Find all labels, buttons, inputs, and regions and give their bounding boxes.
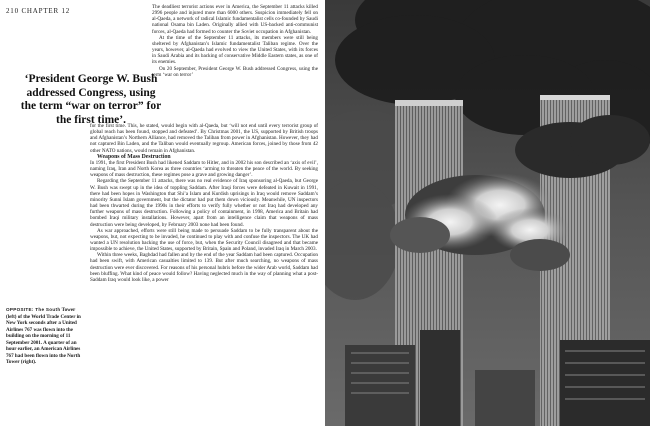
twin-towers-illustration xyxy=(325,0,650,426)
paragraph: for the first time. This, he stated, would begin with al-Qaeda, but ‘will not end until every terrorist group of global reach has been found, stopped and defeated’. By Christmas 2001, the US, supported by British troops and Afghanistan’s Northern Alliance, had removed the Taliban from power in Afghanistan. However, they had not captured Bin Laden, and the Taliban would eventually regroup. American forces, joined by those from 42 other NATO nations, would remain in Afghanistan. xyxy=(90,123,318,154)
paragraph: Regarding the September 11 attacks, there was no real evidence of Iraq sponsoring al-Qaeda, but George W. Bush was swept up in the idea of toppling Saddam. After Iraqi forces were defeated in Kuwait in 1991, there had been hopes in Washington that Shi’a Islam and Kurdish uprisings in Iraq would remove Saddam’s minority Sunni Islam government, but the dictator had put them down viciously. Meanwhile, UN inspectors had been thwarted during the 1990s in their efforts to verify fully whether or not Iraq had developed any further weapons of mass destruction. Following a policy of containment, in 1998, America and Britain had bombed Iraqi military installations. However, apart from an intelligence claim that weapons of mass destruction were being developed, by February 2003 none had been found. xyxy=(90,178,318,228)
caption-body: Tower (left) of the World Trade Center in New York seconds after a United Airlines 767 was flown into the building on the morning of 11 September 2001. A quarter of an hour earlier, an American Airlines 767 had been flown into the North Tower (right). xyxy=(6,307,81,365)
body-column-main xyxy=(90,123,318,283)
photo-caption xyxy=(6,307,83,366)
pull-quote: ‘President George W. Bush addressed Congress, using the term “war on terror” for the first time’. xyxy=(20,73,162,126)
paragraph: Within three weeks, Baghdad had fallen and by the end of the year Saddam had been captured. Occupation had been swift, with American casualties limited to 139. But after much searching, no weapons of mass destruction were ever discovered. For reasons of his personal hubris before the wider Arab world, Saddam had been bluffing. What kind of peace would follow? Having neglected much in the way of planning what a post-Saddam Iraq would look like, a power xyxy=(90,252,318,283)
paragraph: As war approached, efforts were still being made to persuade Saddam to be fully transparent about the weapons, but, not expecting to be invaded, he continued to play with and confuse the inspectors. The UK had wanted a UN resolution backing the use of force, but, when the Security Council disagreed and that became impossible to achieve, the United States, supported by Britain, Spain and Poland, invaded Iraq in March 2003. xyxy=(90,227,318,253)
section-subhead: Weapons of Mass Destruction xyxy=(97,153,171,160)
running-head: 210 CHAPTER 12 xyxy=(6,7,71,15)
paragraph: On 20 September, President George W. Bush addressed Congress, using the term ‘war on terror’ xyxy=(152,65,318,78)
paragraph: At the time of the September 11 attacks, its members were still being sheltered by Afghanistan’s Islamic fundamentalist Taliban regime. Over the years, however, al-Qaeda had evolved to view the United States, with its forces in Saudi Arabia and its backing of conservative Middle Eastern states, as one of its enemies. xyxy=(152,34,318,66)
body-column-top xyxy=(152,4,318,78)
twin-towers-photo xyxy=(325,0,650,426)
paragraph: The deadliest terrorist actions ever in America, the September 11 attacks killed 2996 people and injured more than 6000 others. Suspicion immediately fell on al-Qaeda, a network of radical Islamic fundamentalist cells co-founded by Saudi national Osama bin Laden. Originally allied with US-backed anti-communist forces, al-Qaeda had formed to counter the Soviet occupation in Afghanistan. xyxy=(152,4,318,35)
paragraph: In 1991, the first President Bush had likened Saddam to Hitler, and in 2002 his son described an ‘axis of evil’, naming Iraq, Iran and North Korea as three countries ‘arming to threaten the peace of the world. By seeking weapons of mass destruction, these regimes pose a grave and growing danger’. xyxy=(90,159,318,179)
caption-lead: OPPOSITE: The South xyxy=(6,307,61,312)
